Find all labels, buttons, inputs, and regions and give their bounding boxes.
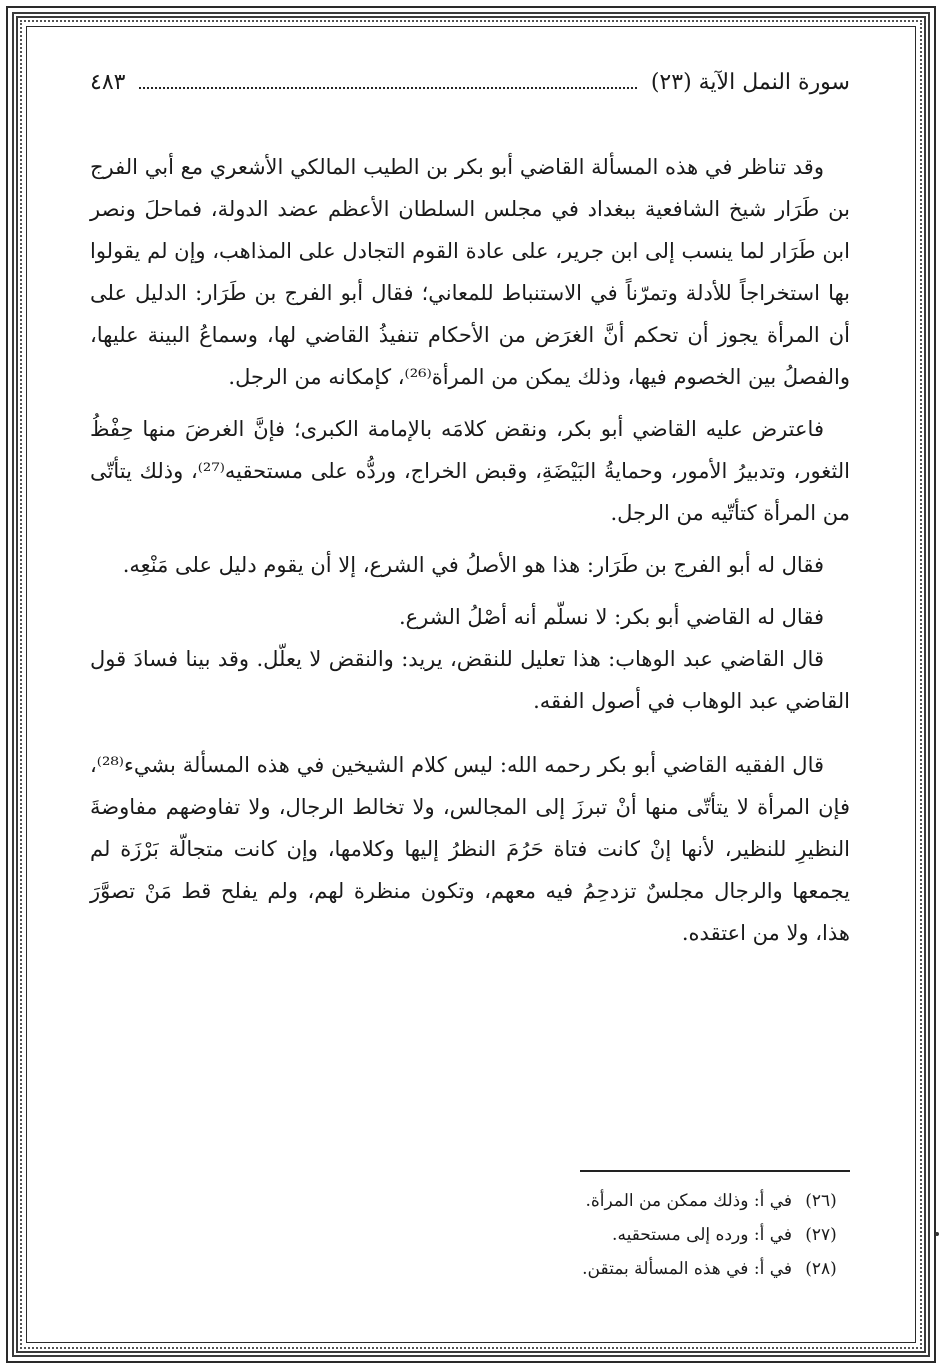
page-content	[90, 70, 850, 954]
footnote	[90, 1184, 850, 1218]
footnote	[90, 1218, 850, 1252]
footnote-text: في أ: في هذه المسألة بمتقن.	[582, 1259, 792, 1279]
footnote-text: في أ: وذلك ممكن من المرأة.	[585, 1191, 792, 1211]
page-number: ٤٨٣	[90, 70, 126, 95]
leader-dots	[139, 87, 636, 89]
footnote-number: (٢٦)	[805, 1191, 837, 1211]
paragraph: فقال له أبو الفرج بن طَرَار: هذا هو الأصلُ في الشرع، إلا أن يقوم دليل على مَنْعِه.	[122, 553, 824, 577]
paragraph: قال الفقيه القاضي أبو بكر رحمه الله: ليس كلام الشيخين في هذه المسألة بشيء⁽²⁸⁾، فإن المرأة لا يتأتّى منها أنْ تبرزَ إلى المجالس، ولا تخالط الرجال، ولا تفاوضهم مفاوضةَ النظيرِ للنظير، لأنها إنْ كانت فتاة حَرُمَ النظرُ إليها وكلامها، وإن كانت متجالّة بَرْزَة لم يجمعها والرجال مجلسٌ تزدحِمُ فيه معهم، وتكون منظرة لهم، ولم يفلح قط مَنْ تصوَّرَ هذا، ولا من اعتقده.	[90, 753, 850, 945]
footnote-separator	[580, 1170, 850, 1172]
margin-mark	[935, 1232, 939, 1236]
paragraph: قال القاضي عبد الوهاب: هذا تعليل للنقض، يريد: والنقض لا يعلّل. وقد بينا فسادَ قول القاضي عبد الوهاب في أصول الفقه.	[90, 647, 850, 713]
paragraph: وقد تناظر في هذه المسألة القاضي أبو بكر بن الطيب المالكي الأشعري مع أبي الفرج بن طَرَار شيخ الشافعية ببغداد في مجلس السلطان الأعظم عضد الدولة، فماحلَ ونصر ابن طَرَار لما ينسب إلى ابن جرير، على عادة القوم التجادل على المذاهب، وإن لم يقولوا بها استخراجاً للأدلة وتمرّناً في الاستنباط للمعاني؛ فقال أبو الفرج بن طَرَار: الدليل على أن المرأة يجوز أن تحكم أنَّ الغرَض من الأحكام تنفيذُ القاضي لها، وسماعُ البينة عليها، والفصلُ بين الخصوم فيها، وذلك يمكن من المرأة⁽²⁶⁾، كإمكانه من الرجل.	[90, 155, 850, 389]
footnote-number: (٢٨)	[805, 1259, 837, 1279]
running-header	[90, 70, 850, 116]
footnotes	[90, 1170, 850, 1286]
footnote	[90, 1252, 850, 1286]
footnote-text: في أ: ورده إلى مستحقيه.	[612, 1225, 792, 1245]
paragraph: فاعترض عليه القاضي أبو بكر، ونقض كلامَه بالإمامة الكبرى؛ فإنَّ الغرضَ منها حِفْظُ الثغور، وتدبيرُ الأمور، وحمايةُ البَيْضَةِ، وقبض الخراج، وردُّه على مستحقيه⁽²⁷⁾، وذلك يتأتّى من المرأة كتأتّيه من الرجل.	[90, 417, 850, 525]
chapter-title: سورة النمل الآية (٢٣)	[650, 70, 850, 95]
paragraph: فقال له القاضي أبو بكر: لا نسلّم أنه أصْلُ الشرع.	[398, 605, 824, 629]
footnote-number: (٢٧)	[805, 1225, 837, 1245]
body-text	[90, 146, 850, 954]
